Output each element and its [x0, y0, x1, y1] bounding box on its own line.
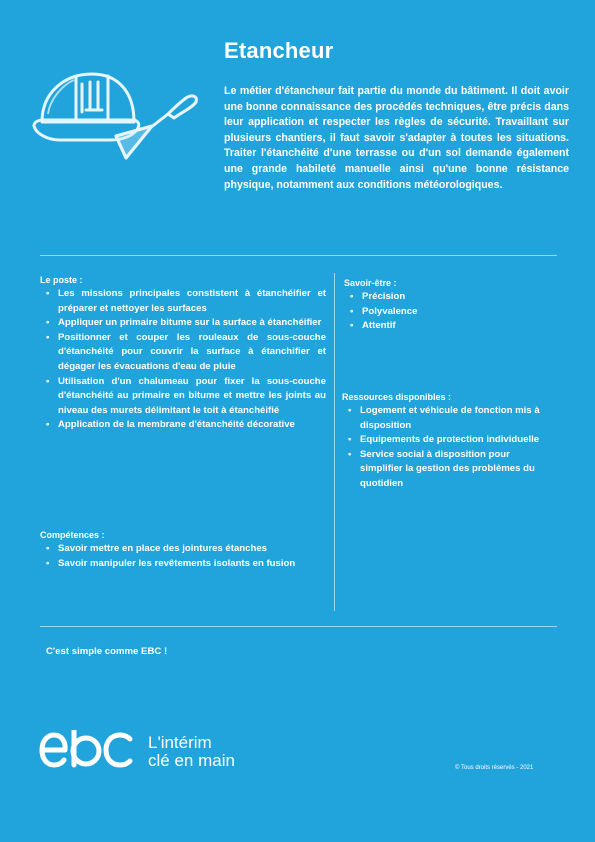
list-item: • Application de la membrane d'étanchéité décorative [40, 418, 326, 433]
savoir-etre-section [344, 278, 544, 334]
ebc-logo [38, 730, 138, 775]
competences-list [40, 542, 330, 571]
tagline-line2: clé en main [148, 751, 235, 770]
column-divider [334, 273, 335, 611]
competences-title: Compétences : [40, 530, 105, 540]
trowel-icon [112, 88, 208, 168]
slogan: C'est simple comme EBC ! [46, 646, 168, 657]
poste-list [40, 287, 326, 433]
poste-title: Le poste : [40, 275, 83, 285]
list-item: • Appliquer un primaire bitume sur la surface à étanchéifier [40, 316, 326, 331]
list-item: • Polyvalence [344, 305, 544, 320]
ressources-list [342, 404, 547, 492]
list-item: • Logement et véhicule de fonction mis à disposition [342, 404, 547, 433]
copyright: © Tous droits réservés - 2021 [455, 765, 534, 771]
list-item: • Précision [344, 290, 544, 305]
list-item: • Service social à disposition pour simplifier la gestion des problèmes du quotidien [342, 448, 547, 492]
bottom-divider [40, 626, 557, 627]
ebc-logo-mark [38, 730, 138, 770]
poste-section [40, 275, 326, 433]
savoir-etre-list [344, 290, 544, 334]
list-item: • Attentif [344, 319, 544, 334]
savoir-etre-title: Savoir-être : [344, 278, 397, 288]
competences-section [40, 530, 330, 571]
page-title: Etancheur [224, 38, 334, 63]
ressources-title: Ressources disponibles : [342, 392, 452, 402]
list-item: • Savoir manipuler les revêtements isolants en fusion [40, 557, 330, 572]
list-item: • Les missions principales constistent à étanchéifier et préparer et nettoyer les surfaces [40, 287, 326, 316]
ressources-section [342, 392, 547, 492]
list-item: • Savoir mettre en place des jointures étanches [40, 542, 330, 557]
tagline [148, 734, 235, 770]
list-item: • Utilisation d'un chalumeau pour fixer la sous-couche d'étanchéité au primaire en bitume et mettre les joints au niveau des murets délimitant le toit à étanchéifié [40, 375, 326, 419]
tagline-line1: L'intérim [148, 733, 212, 752]
intro-text: Le métier d'étancheur fait partie du monde du bâtiment. Il doit avoir une bonne connaissance des procédés techniques, être précis dans leur application et respecter les règles de sécurité. Travaillant sur plusieurs chantiers, il faut savoir s'adapter à toutes les situations. Traiter l'étanchéité d'une terrasse ou d'un sol demande également une grande habileté manuelle ainsi qu'une bonne résistance physique, notamment aux conditions météorologiques. [224, 85, 569, 191]
list-item: • Equipements de protection individuelle [342, 433, 547, 448]
top-divider [40, 255, 557, 256]
list-item: • Positionner et couper les rouleaux de sous-couche d'étanchéité pour couvrir la surface à étanchifier et dégager les évacuations d'eau de pluie [40, 331, 326, 375]
